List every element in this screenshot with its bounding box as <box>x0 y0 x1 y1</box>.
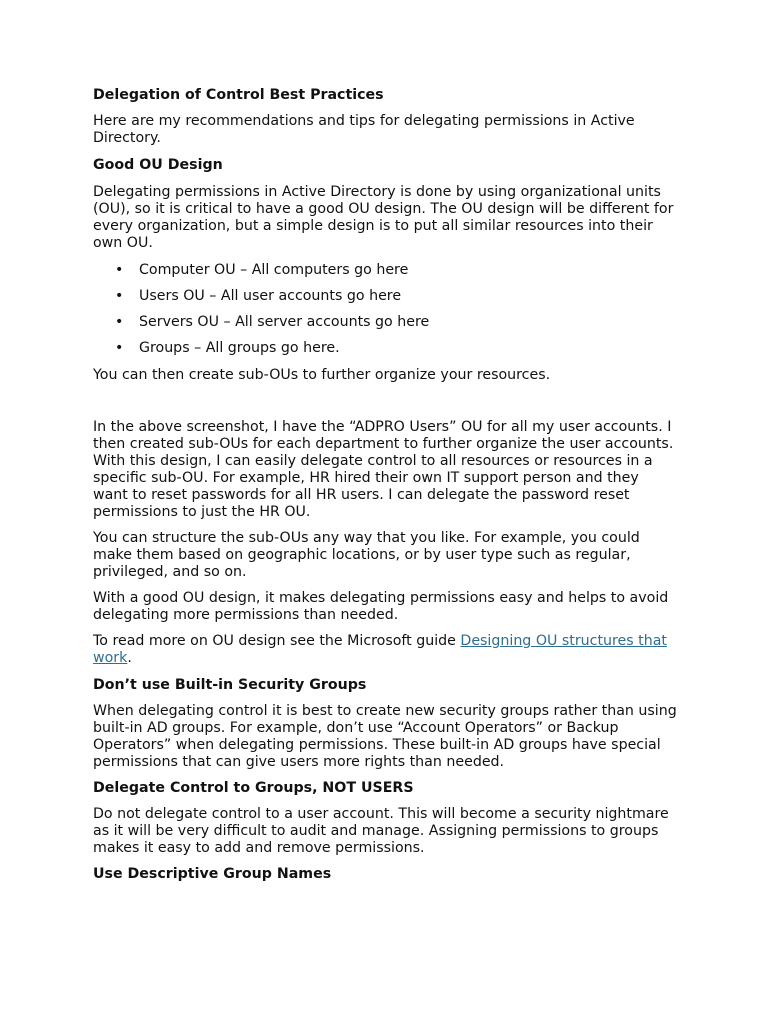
bullet-icon: • <box>115 262 124 278</box>
document-body <box>93 87 678 883</box>
good-design-paragraph: With a good OU design, it makes delegating permissions easy and helps to avoid delegating more permissions than needed. <box>93 590 669 623</box>
bullet-icon: • <box>115 288 124 304</box>
delegate-groups-paragraph: Do not delegate control to a user account. This will become a security nightmare as it will be very difficult to audit and manage. Assigning permissions to groups makes it easy to add and remove permissions. <box>93 806 669 856</box>
ou-design-paragraph: Delegating permissions in Active Directory is done by using organizational units (OU), so it is critical to have a good OU design. The OU design will be different for every organization, but a simple design is to put all similar resources into their own OU. <box>93 184 674 251</box>
list-item: • Servers OU – All server accounts go here <box>115 314 430 330</box>
list-item: • Users OU – All user accounts go here <box>115 288 402 304</box>
heading-delegate-groups: Delegate Control to Groups, NOT USERS <box>93 780 414 796</box>
list-item: • Computer OU – All computers go here <box>115 262 409 278</box>
bullet-icon: • <box>115 340 124 356</box>
document-title: Delegation of Control Best Practices <box>93 87 384 103</box>
heading-builtin-groups: Don’t use Built-in Security Groups <box>93 677 367 693</box>
heading-group-names: Use Descriptive Group Names <box>93 866 332 882</box>
ou-bullet-list <box>93 262 678 357</box>
list-item: • Groups – All groups go here. <box>115 340 340 356</box>
structure-paragraph: You can structure the sub-OUs any way that you like. For example, you could make them based on geographic locations, or by user type such as regular, privileged, and so on. <box>93 530 640 580</box>
heading-good-ou-design: Good OU Design <box>93 157 223 173</box>
sub-ou-paragraph: You can then create sub-OUs to further organize your resources. <box>93 367 551 383</box>
read-more-paragraph: To read more on OU design see the Microsoft guide Designing OU structures that work. <box>93 633 667 666</box>
builtin-groups-paragraph: When delegating control it is best to create new security groups rather than using built-in AD groups. For example, don’t use “Account Operators” or Backup Operators” when delegating permissions. These built-in AD groups have special permissions that can give users more rights than needed. <box>93 703 677 770</box>
bullet-icon: • <box>115 314 124 330</box>
screenshot-paragraph: In the above screenshot, I have the “ADPRO Users” OU for all my user accounts. I then created sub-OUs for each department to further organize the user accounts. With this design, I can easily delegate control to all resources or resources in a specific sub-OU. For example, HR hired their own IT support person and they want to reset passwords for all HR users. I can delegate the password reset permissions to just the HR OU. <box>93 419 674 520</box>
intro-paragraph: Here are my recommendations and tips for delegating permissions in Active Directory. <box>93 113 635 146</box>
designing-ou-link[interactable]: Designing OU structures that work <box>93 633 667 666</box>
